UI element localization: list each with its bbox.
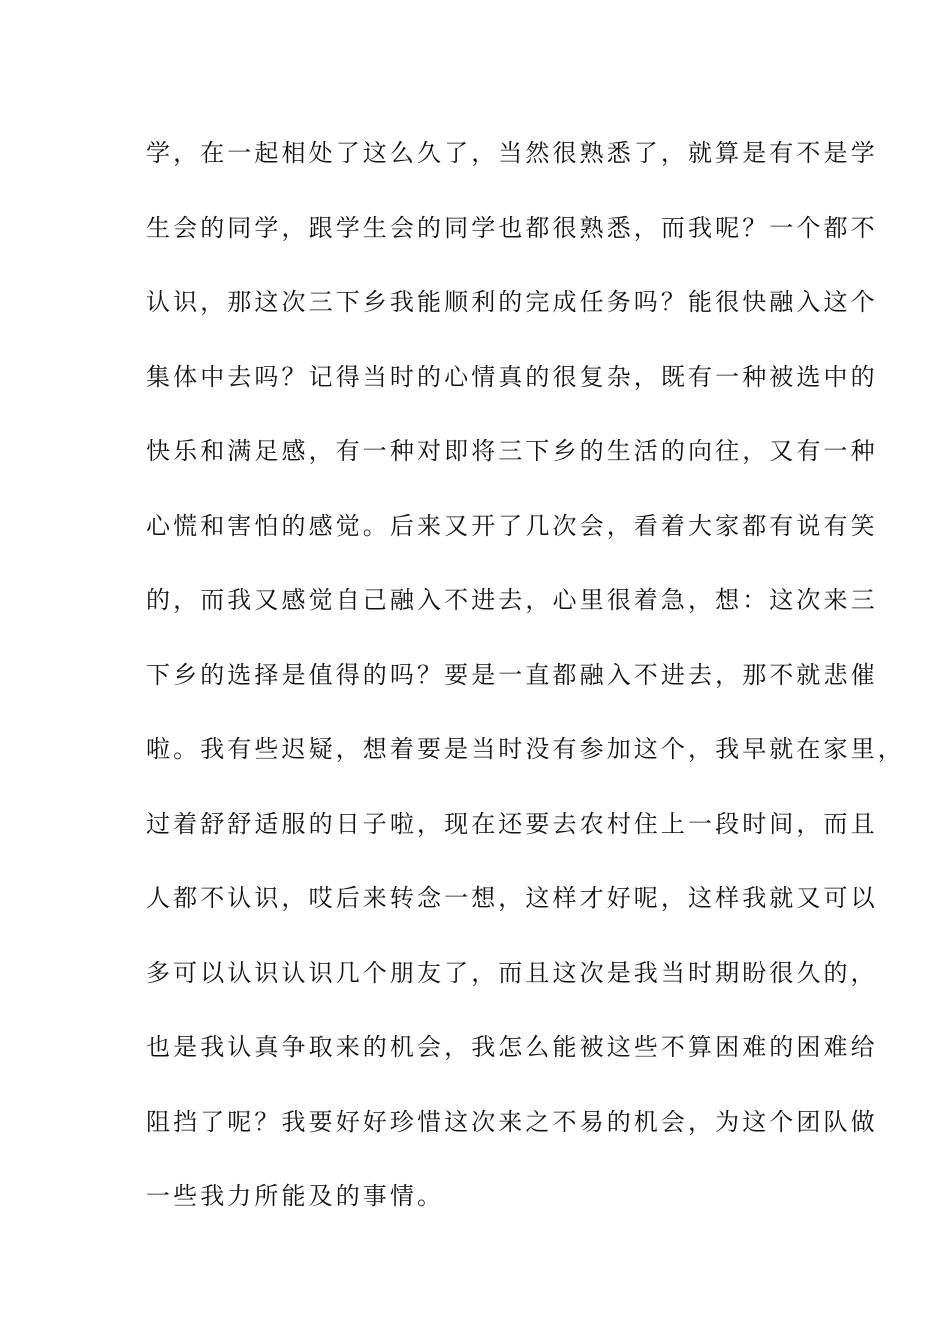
- text-line: 下乡的选择是值得的吗？要是一直都融入不进去，那不就悲催: [146, 660, 878, 689]
- text-line: 集体中去吗？记得当时的心情真的很复杂，既有一种被选中的: [146, 362, 878, 391]
- text-line: 认识，那这次三下乡我能顺利的完成任务吗？能很快融入这个: [146, 288, 878, 316]
- body-text: [146, 133, 905, 1251]
- text-line: 过着舒舒适服的日子啦，现在还要去农村住上一段时间，而且: [146, 809, 878, 838]
- text-line: 学，在一起相处了这么久了，当然很熟悉了，就算是有不是学: [146, 139, 878, 167]
- text-line: 快乐和满足感，有一种对即将三下乡的生活的向往，又有一种: [146, 437, 878, 465]
- text-line: 一些我力所能及的事情。: [146, 1182, 445, 1210]
- text-line: 心慌和害怕的感觉。后来又开了几次会，看着大家都有说有笑: [146, 511, 878, 540]
- text-line: 人都不认识，哎后来转念一想，这样才好呢，这样我就又可以: [146, 884, 878, 912]
- text-line: 多可以认识认识几个朋友了，而且这次是我当时期盼很久的，: [146, 958, 878, 987]
- text-line: 啦。我有些迟疑，想着要是当时没有参加这个，我早就在家里，: [146, 735, 905, 763]
- text-line: 也是我认真争取来的机会，我怎么能被这些不算困难的困难给: [146, 1033, 878, 1061]
- text-line: 的，而我又感觉自己融入不进去，心里很着急，想：这次来三: [146, 586, 878, 614]
- text-line: 阻挡了呢？我要好好珍惜这次来之不易的机会，为这个团队做: [146, 1107, 878, 1136]
- text-line: 生会的同学，跟学生会的同学也都很熟悉，而我呢？一个都不: [146, 213, 878, 242]
